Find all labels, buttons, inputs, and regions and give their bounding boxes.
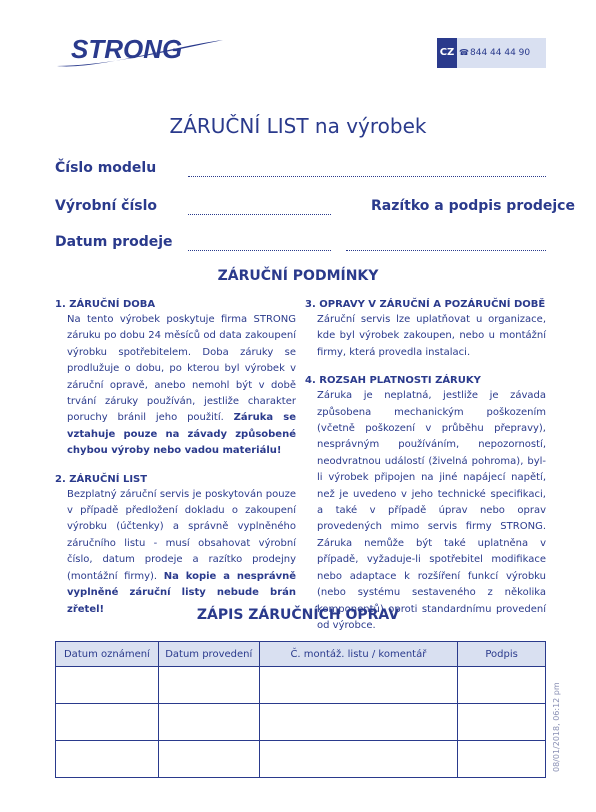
serial-label: Výrobní číslo: [55, 198, 157, 214]
table-row: [56, 704, 546, 741]
table-cell[interactable]: [458, 667, 546, 704]
phone-icon: ☎: [459, 48, 469, 57]
table-cell[interactable]: [259, 667, 458, 704]
column-header: Č. montáž. listu / komentář: [259, 642, 458, 667]
table-row: [56, 667, 546, 704]
conditions-right-column: [305, 297, 546, 634]
model-label: Číslo modelu: [55, 160, 157, 176]
phone-number: 844 44 44 90: [470, 48, 531, 58]
repairs-heading: ZÁPIS ZÁRUČNÍCH OPRAV: [196, 607, 400, 623]
table-cell[interactable]: [158, 741, 259, 778]
stamp-label: Razítko a podpis prodejce: [371, 198, 575, 214]
country-code: CZ: [437, 38, 457, 68]
table-cell[interactable]: [458, 704, 546, 741]
table-header-row: [56, 642, 546, 667]
table-cell[interactable]: [259, 741, 458, 778]
page-title: ZÁRUČNÍ LIST na výrobek: [169, 114, 427, 138]
column-header: Datum provedení: [158, 642, 259, 667]
section-title: 4. ROZSAH PLATNOSTI ZÁRUKY: [305, 375, 481, 387]
conditions-left-column: [55, 297, 296, 618]
section-title: 2. ZÁRUČNÍ LIST: [55, 473, 148, 485]
section-text: Bezplatný záruční servis je poskytován pouze v případě předložení dokladu o zakoupení výrobku (účtenky) a správně vyplněného záručního listu - musí obsahovat výrobní číslo, datum prodeje a razítko prodejny (montážní firmy). Na kopie a nesprávně vyplněné záruční listy nebude brán zřetel!: [67, 488, 297, 615]
table-cell[interactable]: [56, 704, 159, 741]
section-text: Záruka je neplatná, jestliže je závada způsobena mechanickým poškozením (včetně poškození v průběhu přepravy), nesprávným používáním, nepozorností, neodvratnou událostí (živelná pohroma), byl-li výrobek připojen na jiné napájecí napětí, než je uvedeno v jeho technické specifikaci, a také v případě úprav nebo oprav provedených mimo servis firmy STRONG. Záruka nemůže být také uplatněna v případě, vyžaduje-li spotřebitel modifikace nebo adaptace k rozšíření funkcí výrobku (nebo systému sestaveného z několika komponentů) oproti standardnímu provedení od výrobce.: [317, 390, 546, 631]
table-cell[interactable]: [56, 667, 159, 704]
hotline-box: [437, 38, 546, 68]
column-header: Podpis: [458, 642, 546, 667]
table-cell[interactable]: [158, 704, 259, 741]
section-title: 1. ZÁRUČNÍ DOBA: [55, 299, 156, 310]
section-text: Záruční servis lze uplatňovat u organizace, kde byl výrobek zakoupen, nebo u montážní firmy, která provedla instalaci.: [317, 314, 546, 358]
column-header: Datum oznámení: [56, 642, 159, 667]
section-title: 3. OPRAVY V ZÁRUČNÍ A POZÁRUČNÍ DOBĚ: [305, 299, 546, 310]
model-line[interactable]: [188, 176, 546, 177]
print-timestamp: 08/01/2018, 06:12 pm: [552, 682, 561, 772]
section-text: Na tento výrobek poskytuje firma STRONG záruku po dobu 24 měsíců od data zakoupení výrobku spotřebitelem. Doba záruky se prodlužuje o dobu, po kterou byl výrobek v záruční opravě, anebo nemohl být v době trvání záruky používán, jestliže charakter poruchy bránil jeho použití. Záruka se vztahuje pouze na závady způsobené chybou výroby nebo vadou materiálu!: [67, 314, 296, 457]
table-cell[interactable]: [56, 741, 159, 778]
date-line[interactable]: [188, 250, 331, 251]
table-cell[interactable]: [158, 667, 259, 704]
strong-logo: [55, 36, 225, 70]
stamp-line[interactable]: [346, 250, 546, 251]
repairs-table: [55, 641, 546, 778]
logo-text: STRONG: [71, 36, 183, 64]
conditions-heading: ZÁRUČNÍ PODMÍNKY: [217, 268, 379, 284]
table-cell[interactable]: [259, 704, 458, 741]
table-cell[interactable]: [458, 741, 546, 778]
table-row: [56, 741, 546, 778]
serial-line[interactable]: [188, 214, 331, 215]
date-label: Datum prodeje: [55, 234, 173, 250]
